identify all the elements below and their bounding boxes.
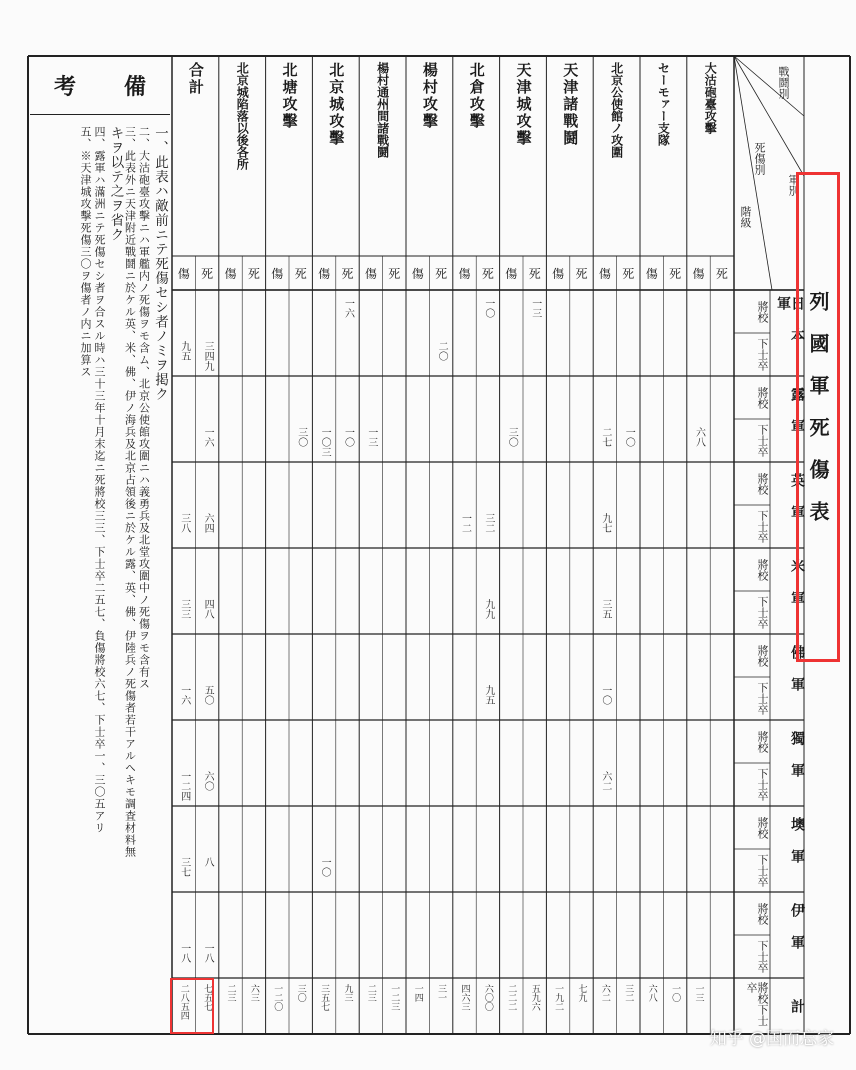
total-cell-value: 三五七 <box>319 984 330 1011</box>
column-header-label: 北倉攻擊 <box>467 62 486 130</box>
column-subheader: 傷 <box>552 266 565 281</box>
column-subheader: 死 <box>481 266 494 281</box>
table-cell-value: 三〇 <box>295 427 307 447</box>
remarks-heading <box>30 56 170 115</box>
table-title: 列國軍死傷表 <box>806 291 830 543</box>
total-cell-value: 七五七 <box>202 984 213 1011</box>
remark-line: 一、此表ハ敵前ニテ死傷セシ者ノミヲ掲ク <box>152 126 168 402</box>
row-nation-label: 佛軍 <box>789 645 805 709</box>
column-subheader: 傷 <box>411 266 424 281</box>
column-header-label: 楊村通州間諸戰鬪 <box>375 62 390 158</box>
table-title-box <box>796 172 840 662</box>
table-cell-value: 三五 <box>599 599 611 619</box>
table-cell-value: 九九 <box>482 599 494 619</box>
remarks-heading-char: 考 <box>53 73 76 100</box>
table-cell-value: 三〇 <box>506 427 518 447</box>
column-subheader: 傷 <box>692 266 705 281</box>
total-cell-value: 七九 <box>576 984 587 1002</box>
table-cell-value: 一三 <box>365 427 377 447</box>
table-cell-value: 一〇 <box>599 685 611 705</box>
table-cell-value: 一〇三 <box>319 427 331 457</box>
column-subheader: 傷 <box>458 266 471 281</box>
remark-line: 五、※天津城攻擊死傷三〇ヲ傷者ノ内ニ加算ス <box>79 126 92 378</box>
column-header <box>687 56 734 204</box>
table-cell-value: 三八 <box>178 513 190 533</box>
row-nation-label: 英軍 <box>789 473 805 537</box>
row-nation-label: 計 <box>789 999 805 1013</box>
total-cell-value: 六八 <box>646 984 657 1002</box>
row-rank-label: 將校 <box>756 902 769 925</box>
table-cell-value: 一二四 <box>178 771 190 801</box>
row-rank-label: 下士卒 <box>756 940 769 973</box>
total-cell-value: 二八五四 <box>178 984 189 1020</box>
row-rank-label: 下士卒 <box>756 510 769 543</box>
row-rank-label: 將校 <box>756 558 769 581</box>
remarks-heading-char: 備 <box>123 73 146 100</box>
column-header-label: 楊村攻擊 <box>420 62 439 130</box>
table-cell-value: 一八 <box>178 943 190 963</box>
total-cell-value: 一三 <box>693 984 704 1002</box>
casualty-table <box>172 56 804 1034</box>
column-subheader: 死 <box>575 266 588 281</box>
corner-battle-label: 戰鬪別 <box>777 66 790 99</box>
table-cell-value: 一六 <box>342 298 354 318</box>
row-rank-label: 下士卒 <box>756 338 769 371</box>
column-subheader: 死 <box>294 266 307 281</box>
corner-rank-label: 階級 <box>739 206 752 228</box>
row-label <box>734 720 804 806</box>
remarks-body <box>36 126 166 1026</box>
column-subheader: 傷 <box>177 266 190 281</box>
row-rank-label: 下士卒 <box>756 682 769 715</box>
column-subheader: 死 <box>669 266 682 281</box>
column-header <box>266 56 313 204</box>
column-header <box>546 56 593 204</box>
row-label <box>734 376 804 462</box>
table-cell-value: 三三 <box>178 599 190 619</box>
column-header <box>172 56 219 204</box>
total-cell-value: 三一 <box>436 984 447 1002</box>
column-header <box>593 56 640 204</box>
column-header <box>500 56 547 204</box>
row-rank-label: 將校 <box>756 386 769 409</box>
row-label <box>734 290 804 376</box>
column-subheader: 傷 <box>271 266 284 281</box>
row-label <box>734 462 804 548</box>
table-cell-value: 九五 <box>178 341 190 361</box>
table-cell-value: 一〇 <box>482 298 494 318</box>
column-header <box>312 56 359 204</box>
column-subheader: 死 <box>622 266 635 281</box>
table-cell-value: 一〇 <box>342 427 354 447</box>
column-header-label: 北京城陷落以後各所 <box>235 62 250 170</box>
table-cell-value: 三七 <box>178 857 190 877</box>
row-label <box>734 634 804 720</box>
column-subheader: 傷 <box>364 266 377 281</box>
table-cell-value: 一〇 <box>319 857 331 877</box>
column-subheader: 傷 <box>224 266 237 281</box>
column-subheader: 傷 <box>645 266 658 281</box>
row-rank-label: 將校 <box>756 644 769 667</box>
column-subheader: 死 <box>201 266 214 281</box>
row-label <box>734 892 804 978</box>
column-header-label: 天津諸戰鬪 <box>561 62 580 147</box>
row-rank-label: 將校 <box>756 730 769 753</box>
total-cell-value: 五九六 <box>529 984 540 1011</box>
row-nation-label: 伊軍 <box>789 903 805 967</box>
column-header-label: 天津城攻擊 <box>514 62 533 147</box>
column-header <box>359 56 406 204</box>
table-cell-value: 一六 <box>178 685 190 705</box>
remark-line: キヲ以テ之ヲ省ク <box>107 126 124 242</box>
column-header <box>640 56 687 204</box>
total-cell-value: 一〇 <box>670 984 681 1002</box>
column-subheader: 死 <box>435 266 448 281</box>
column-subheader: 傷 <box>505 266 518 281</box>
row-nation-label: 獨軍 <box>789 731 805 795</box>
total-cell-value: 二三 <box>365 984 376 1002</box>
total-cell-value: 六三 <box>248 984 259 1002</box>
remark-line: 四、露軍ハ滿洲ニテ死傷セシ者ヲ合スル時ハ三十三年十月末迄ニ死將校三三、下士卒二五七、負傷將校六七、下士卒一、三〇五アリ <box>93 126 106 834</box>
column-header-label: セーモァー支隊 <box>656 62 671 146</box>
total-cell-value: 二三 <box>225 984 236 1002</box>
table-cell-value: 五〇 <box>202 685 214 705</box>
column-subheader: 死 <box>341 266 354 281</box>
column-subheader: 死 <box>528 266 541 281</box>
column-header-label: 北京城攻擊 <box>327 62 346 147</box>
total-cell-value: 一二三 <box>389 984 400 1011</box>
row-rank-label: 將校 <box>756 816 769 839</box>
row-label <box>734 806 804 892</box>
column-subheader: 傷 <box>318 266 331 281</box>
remark-line: 三、此表外ニ天津附近戰鬪ニ於ケル英、米、佛、伊ノ海兵及北京占領後ニ於ケル露、英、佛、伊陸兵ノ死傷者若干アルヘキモ調査材料無 <box>123 126 137 858</box>
row-rank-label: 將校 <box>756 472 769 495</box>
row-rank-label: 下士卒 <box>756 596 769 629</box>
corner-army-label: 軍別 <box>787 174 800 196</box>
table-cell-value: 一八 <box>202 943 214 963</box>
row-nation-label: 露軍 <box>789 387 805 451</box>
table-cell-value: 一三 <box>529 298 541 318</box>
column-header <box>453 56 500 204</box>
row-label <box>734 548 804 634</box>
total-cell-value: 六〇〇 <box>482 984 493 1011</box>
column-header <box>219 56 266 204</box>
total-cell-value: 一四 <box>412 984 423 1002</box>
table-cell-value: 九七 <box>599 513 611 533</box>
total-cell-value: 六二 <box>599 984 610 1002</box>
table-cell-value: 一〇 <box>623 427 635 447</box>
watermark: 知乎 @国而忘家 <box>709 1029 834 1049</box>
table-cell-value: 六〇 <box>202 771 214 791</box>
table-cell-value: 一六 <box>202 427 214 447</box>
corner-death-label: 死傷別 <box>753 142 766 175</box>
table-cell-value: 九五 <box>482 685 494 705</box>
row-nation-label: 日本軍 <box>775 296 805 360</box>
column-subheader: 死 <box>715 266 728 281</box>
row-rank-label: 將校 <box>756 300 769 323</box>
row-nation-label: 米軍 <box>789 559 805 623</box>
total-cell-value: 一九二 <box>553 984 564 1011</box>
row-rank-label: 下士卒 <box>756 854 769 887</box>
table-cell-value: 六四 <box>202 513 214 533</box>
total-cell-value: 九三 <box>342 984 353 1002</box>
table-cell-value: 三四九 <box>202 341 214 371</box>
column-header <box>406 56 453 204</box>
table-cell-value: 三二 <box>482 513 494 533</box>
table-cell-value: 六八 <box>693 427 705 447</box>
total-highlight-box <box>170 978 214 1034</box>
row-rank-label: 下士卒 <box>756 768 769 801</box>
table-cell-value: 四八 <box>202 599 214 619</box>
table-cell-value: 六二 <box>599 771 611 791</box>
remarks-column <box>30 56 170 1034</box>
remark-line: 二、大沽砲臺攻擊ニハ軍艦内ノ死傷ヲモ含ム、北京公使館攻圍ニハ義勇兵及北堂攻圍中ノ死傷ヲモ含有ス <box>137 126 151 690</box>
column-subheader: 死 <box>388 266 401 281</box>
table-cell-value: 二七 <box>599 427 611 447</box>
row-rank-label: 將校下士卒 <box>745 982 769 1026</box>
total-cell-value: 三〇 <box>295 984 306 1002</box>
table-corner-header <box>734 56 804 290</box>
row-rank-label: 下士卒 <box>756 424 769 457</box>
table-cell-value: 一二 <box>459 513 471 533</box>
column-header-label: 北京公使館ノ攻圍 <box>609 62 624 158</box>
total-cell-value: 四六三 <box>459 984 470 1011</box>
row-nation-label: 墺軍 <box>789 817 805 881</box>
total-cell-value: 二二二 <box>506 984 517 1011</box>
table-cell-value: 八 <box>202 857 214 867</box>
column-header-label: 合計 <box>186 62 205 96</box>
column-subheader: 傷 <box>598 266 611 281</box>
total-cell-value: 三二 <box>623 984 634 1002</box>
table-cell-value: 二〇 <box>436 341 448 361</box>
total-cell-value: 一二〇 <box>272 984 283 1011</box>
column-subheader: 死 <box>247 266 260 281</box>
column-header-label: 北塘攻擊 <box>280 62 299 130</box>
column-header-label: 大沽砲臺攻擊 <box>703 62 718 134</box>
